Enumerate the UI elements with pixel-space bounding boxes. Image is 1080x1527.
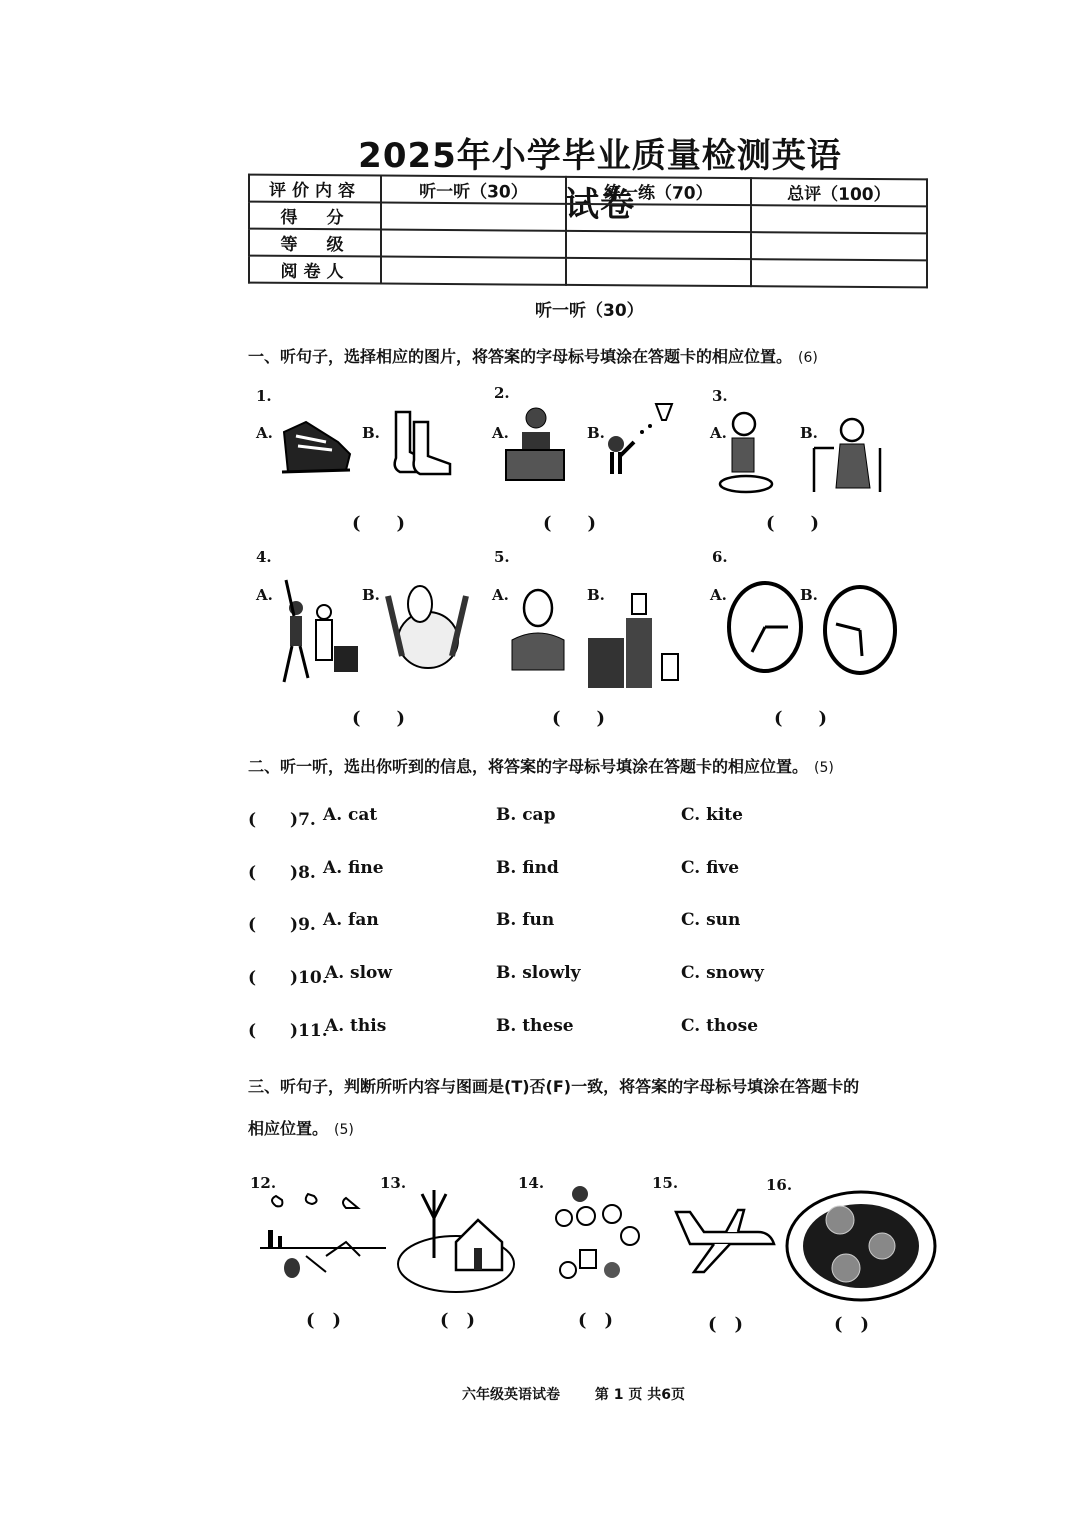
exam-title: 2025年小学毕业质量检测英语试卷 <box>358 136 842 225</box>
basketball-player-icon <box>600 402 680 488</box>
q8-answer-blank[interactable]: ( )8. <box>248 863 316 883</box>
score-cell[interactable] <box>566 204 751 232</box>
q10-option-c: C. snowy <box>681 963 764 983</box>
q6-answer-blank[interactable]: ( ) <box>774 708 828 729</box>
q14-answer-blank[interactable]: ( ) <box>578 1310 614 1331</box>
grade-cell[interactable] <box>751 232 927 260</box>
q6-option-a-label: A. <box>710 586 727 604</box>
q3-option-b-label: B. <box>800 424 818 442</box>
q16-answer-blank[interactable]: ( ) <box>834 1314 870 1335</box>
grader-cell[interactable] <box>566 258 751 286</box>
page-footer <box>462 1384 715 1404</box>
q3-option-a-label: A. <box>710 424 727 442</box>
q14-number: 14. <box>518 1174 545 1192</box>
grade-cell[interactable] <box>381 230 566 258</box>
q4-number: 4. <box>256 548 272 566</box>
score-cell[interactable] <box>381 203 566 231</box>
q11-option-c: C. those <box>681 1016 759 1036</box>
q9-answer-blank[interactable]: ( )9. <box>248 915 316 935</box>
girl-sitting-icon <box>718 408 774 496</box>
q4-option-b-label: B. <box>362 586 380 604</box>
part1-points: (6) <box>798 350 818 366</box>
vegetables-icon <box>380 576 474 680</box>
sneaker-icon <box>276 412 354 478</box>
part2-instruction-text: 二、听一听，选出你听到的信息，将答案的字母标号填涂在答题卡的相应位置。 <box>248 757 809 776</box>
boy-portrait-icon <box>506 586 570 682</box>
clock-three-forty-icon <box>726 580 804 674</box>
q6-option-b-label: B. <box>800 586 818 604</box>
score-header-listen: 听一听（30） <box>381 176 566 204</box>
girl-chair-icon <box>808 414 888 496</box>
q11-option-b: B. these <box>496 1016 574 1036</box>
q7-answer-blank[interactable]: ( )7. <box>248 810 316 830</box>
grade-cell[interactable] <box>566 231 751 259</box>
q12-answer-blank[interactable]: ( ) <box>306 1310 342 1331</box>
socks-icon <box>388 408 458 478</box>
q16-number: 16. <box>766 1176 793 1194</box>
q6-number: 6. <box>712 548 728 566</box>
airplane-icon <box>674 1204 778 1280</box>
part2-points: (5) <box>814 760 834 776</box>
grader-cell[interactable] <box>751 259 927 287</box>
q10-answer-blank[interactable]: ( )10. <box>248 968 328 988</box>
clock-nine-forty-five-icon <box>822 584 898 676</box>
q8-option-a: A. fine <box>323 858 384 878</box>
q5-option-b-label: B. <box>587 586 605 604</box>
q9-option-c: C. sun <box>681 910 741 930</box>
person-at-desk-icon <box>504 404 568 484</box>
score-cell[interactable] <box>751 205 927 233</box>
q5-option-a-label: A. <box>492 586 509 604</box>
score-header-label: 评价内容 <box>249 175 381 203</box>
q10-option-a: A. slow <box>325 963 393 983</box>
park-scene-icon <box>256 1192 388 1288</box>
footer-exam-name: 六年级英语试卷 <box>462 1387 560 1403</box>
q3-number: 3. <box>712 387 728 405</box>
plate-food-icon <box>784 1190 938 1302</box>
q7-option-b: B. cap <box>496 805 556 825</box>
q4-answer-blank[interactable]: ( ) <box>352 708 406 729</box>
score-table <box>248 174 928 289</box>
q1-option-a-label: A. <box>256 424 273 442</box>
q15-answer-blank[interactable]: ( ) <box>708 1314 744 1335</box>
q13-number: 13. <box>380 1174 407 1192</box>
q10-option-b: B. slowly <box>496 963 581 983</box>
q5-answer-blank[interactable]: ( ) <box>552 708 606 729</box>
q1-option-b-label: B. <box>362 424 380 442</box>
q2-option-b-label: B. <box>587 424 605 442</box>
listening-section-heading: 听一听（30） <box>535 301 644 321</box>
house-tree-icon <box>394 1188 518 1298</box>
score-header-practice: 练一练（70） <box>566 177 751 205</box>
travelers-luggage-icon <box>272 576 362 692</box>
score-header-total: 总评（100） <box>751 178 927 206</box>
q7-option-a: A. cat <box>323 805 378 825</box>
q12-number: 12. <box>250 1174 277 1192</box>
part3-instruction-line1: 三、听句子，判断所听内容与图画是(T)否(F)一致，将答案的字母标号填涂在答题卡的 <box>248 1077 860 1096</box>
grader-row-label: 阅卷人 <box>249 256 381 284</box>
q15-number: 15. <box>652 1174 679 1192</box>
q8-option-b: B. find <box>496 858 559 878</box>
grade-row-label: 等 级 <box>249 229 381 257</box>
q7-option-c: C. kite <box>681 805 743 825</box>
q5-number: 5. <box>494 548 510 566</box>
q8-option-c: C. five <box>681 858 740 878</box>
q9-option-b: B. fun <box>496 910 555 930</box>
part1-instruction <box>248 344 818 367</box>
q13-answer-blank[interactable]: ( ) <box>440 1310 476 1331</box>
part1-instruction-text: 一、听句子，选择相应的图片，将答案的字母标号填涂在答题卡的相应位置。 <box>248 347 793 366</box>
q1-answer-blank[interactable]: ( ) <box>352 513 406 534</box>
part3-instruction-text: 相应位置。 <box>248 1119 329 1138</box>
q11-option-a: A. this <box>325 1016 387 1036</box>
q2-number: 2. <box>494 384 510 402</box>
q11-answer-blank[interactable]: ( )11. <box>248 1021 328 1041</box>
grader-cell[interactable] <box>381 257 566 285</box>
part3-points: (5) <box>334 1122 354 1138</box>
q1-number: 1. <box>256 387 272 405</box>
score-row-label: 得 分 <box>249 202 381 230</box>
man-cooking-icon <box>588 592 684 692</box>
q4-option-a-label: A. <box>256 586 273 604</box>
part2-instruction <box>248 754 834 777</box>
part3-instruction-line2 <box>248 1116 354 1139</box>
q2-option-a-label: A. <box>492 424 509 442</box>
family-dinner-icon <box>546 1184 646 1284</box>
footer-page-info: 第 1 页 共6页 <box>594 1387 685 1403</box>
q9-option-a: A. fan <box>323 910 379 930</box>
q3-answer-blank[interactable]: ( ) <box>766 513 820 534</box>
q2-answer-blank[interactable]: ( ) <box>543 513 597 534</box>
